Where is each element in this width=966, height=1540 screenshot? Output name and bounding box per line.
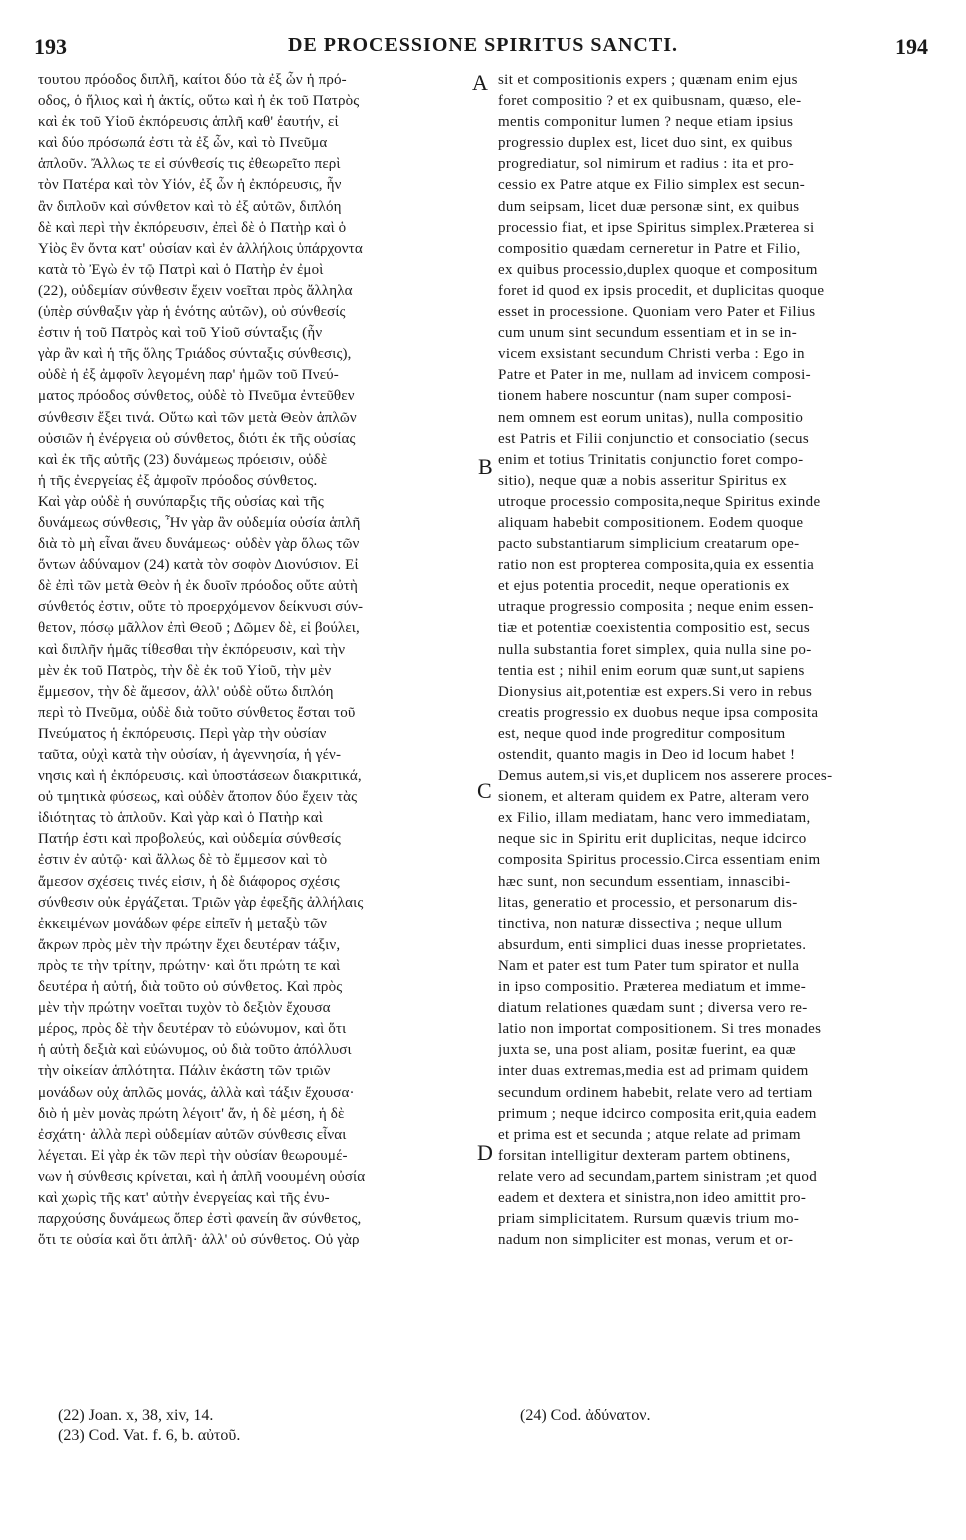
greek-text-line: παρχούσης δυνάμεως ὅπερ ἐστὶ φανείη ἂν σύνθετος, xyxy=(38,1211,362,1228)
greek-text-line: σύνθετός ἐστιν, οὔτε τὸ προερχόμενον δείκνυσι σύν- xyxy=(38,599,364,616)
footnote: (23) Cod. Vat. f. 6, b. αὐτοῦ. xyxy=(58,1427,241,1444)
latin-text-line: nadum non simpliciter est monas, verum et or- xyxy=(498,1232,794,1249)
latin-text-line: latio non importat compositionem. Si tres monades xyxy=(498,1021,822,1038)
greek-text-line: δευτέρα ἡ αὐτή, διὰ τοῦτο οὐ σύνθετος. Καὶ πρὸς xyxy=(38,979,343,996)
latin-text-line: foret compositio ? et ex quibusnam, quæso, ele- xyxy=(498,93,802,110)
latin-text-line: inter duas extremas,media est ad primam quidem xyxy=(498,1063,809,1080)
greek-text-line: δυνάμεως σύνθεσις, Ἦν γὰρ ἂν οὐδεμία οὐσία ἁπλῆ xyxy=(38,514,361,531)
latin-text-line: aliquam habebit compositionem. Eodem quoque xyxy=(498,514,804,531)
greek-text-line: καὶ διπλῆν ἡμᾶς τίθεσθαι τὴν ἐκπόρευσιν, καὶ τὴν xyxy=(38,641,346,658)
latin-text-line: progrediatur, sol nimirum et radius : ita et pro- xyxy=(498,156,795,173)
greek-text-column xyxy=(38,70,478,1251)
latin-text-line: est, neque quod inde progreditur compositum xyxy=(498,725,786,742)
footnote: (24) Cod. ἀδύνατον. xyxy=(520,1407,651,1424)
latin-text-line: composita Spiritus processio.Circa essentiam enim xyxy=(498,852,821,869)
greek-text-line: μονάδων οὐχ ἁπλῶς μονάς, ἀλλὰ καὶ τάξιν ἔχουσα· xyxy=(38,1084,355,1101)
page-number-right: 194 xyxy=(895,34,928,59)
greek-text-line: μὲν ἐκ τοῦ Πατρὸς, τὴν δὲ ἐκ τοῦ Υἱοῦ, τὴν μὲν xyxy=(38,662,332,679)
greek-text-line: διὸ ἡ μὲν μονὰς πρώτη λέγοιτ' ἄν, ἡ δὲ μέση, ἡ δὲ xyxy=(38,1105,345,1122)
greek-text-line: οὐ τμητικὰ φύσεως, καὶ οὐδὲν ἄτοπον δύο ἔχειν τὰς xyxy=(38,789,358,806)
latin-text-line: juxta se, una post aliam, positæ fuerint, ea quæ xyxy=(498,1042,796,1059)
latin-text-line: esset in processione. Quoniam vero Pater et Filius xyxy=(498,304,816,321)
latin-text-column xyxy=(498,70,930,1251)
greek-text-line: διὰ τὸ μὴ εἶναι ἄνευ δυνάμεως· οὐδὲν γὰρ ὅλως τῶν xyxy=(38,536,360,553)
greek-text-line: ἰδιότητας τὸ ἁπλοῦν. Καὶ γὰρ καὶ ὁ Πατὴρ καὶ xyxy=(38,810,323,827)
greek-text-line: καὶ ἐκ τῆς αὐτῆς (23) δυνάμεως πρόεισιν, οὐδὲ xyxy=(38,451,328,468)
latin-text-line: foret id quod ex ipsis procedit, et duplicitas quoque xyxy=(498,282,825,299)
greek-text-line: καὶ ἐκ τοῦ Υἱοῦ ἐκπόρευσις ἁπλῆ καθ' ἑαυτήν, εἰ xyxy=(38,114,339,131)
latin-text-line: ostendit, quanto magis in Deo id locum habet ! xyxy=(498,747,796,763)
greek-text-line: οὐδὲ ἡ ἐξ ἀμφοῖν λεγομένη παρ' ἡμῶν τοῦ Πνεύ- xyxy=(38,367,339,384)
greek-text-line: Πνεύματος ἡ ἐκπόρευσις. Περὶ γὰρ τὴν οὐσίαν xyxy=(38,725,327,742)
greek-text-line: ὄντων ἀδύναμον (24) κατὰ τὸν σοφὸν Διονύσιον. Εἰ xyxy=(38,557,359,574)
margin-letter-b: B xyxy=(478,454,493,479)
latin-text-line: dum seipsam, licet duæ personæ sint, ex quibus xyxy=(498,198,800,215)
page-header xyxy=(0,34,966,64)
latin-text-line: absurdum, enti simplici duas inesse proprietates. xyxy=(498,936,807,953)
latin-text-line: processio fiat, et ipse Spiritus simplex.Præterea si xyxy=(498,219,815,236)
latin-text-line: in ipso compositio. Præterea mediatum et imme- xyxy=(498,979,807,996)
latin-text-line: tentia est ; nihil enim eorum quæ sunt,ut sapiens xyxy=(498,662,805,679)
greek-text-line: σύνθεσιν οὐκ ἐργάζεται. Τριῶν γὰρ ἐφεξῆς ἀλλήλαις xyxy=(38,894,364,911)
latin-text-line: secundum ordinem habebit, relate vero ad tertiam xyxy=(498,1084,813,1101)
latin-text-line: ex Filio, illam mediatam, hanc vero immediatam, xyxy=(498,810,811,827)
greek-text-line: μὲν τὴν πρώτην νοεῖται τυχὸν τὸ δεξιὸν ἔχουσα xyxy=(38,1000,331,1017)
latin-text-line: vicem exsistant secundum Christi verba : Ego in xyxy=(498,346,805,363)
greek-text-line: ἡ τῆς ἐνεργείας ἐξ ἀμφοῖν πρόοδος σύνθετος. xyxy=(38,472,318,489)
greek-text-line: νων ἡ σύνθεσις κρίνεται, καὶ ἡ ἁπλῆ νοουμένη οὐσία xyxy=(38,1168,366,1185)
greek-text-line: Καὶ γὰρ οὐδὲ ἡ συνύπαρξις τῆς οὐσίας καὶ τῆς xyxy=(38,493,324,510)
greek-text-line: τὴν οἰκείαν ἁπλότητα. Πάλιν ἑκάστη τῶν τριῶν xyxy=(38,1063,331,1080)
latin-text-line: relate vero ad secundam,partem sinistram ;et quod xyxy=(498,1168,818,1185)
greek-text-line: ματος πρόοδος σύνθετος, οὐδὲ τὸ Πνεῦμα ἐντεῦθεν xyxy=(38,388,355,405)
greek-text-line: θετον, πόσῳ μᾶλλον ἐπὶ Θεοῦ ; Δῶμεν δὲ, εἰ βούλει, xyxy=(38,620,360,637)
latin-text-line: sitio), neque quæ a nobis asseritur Spiritus ex xyxy=(498,472,787,489)
greek-text-line: σύνθεσιν ἔξει τινά. Οὕτω καὶ τῶν μετὰ Θεὸν ἁπλῶν xyxy=(38,409,357,426)
footnotes-left xyxy=(58,1406,240,1446)
latin-text-line: primum ; neque idcirco composita erit,quia eadem xyxy=(498,1105,817,1122)
latin-text-line: nulla substantia foret simplex, quia nulla sine po- xyxy=(498,641,812,658)
greek-text-line: πρὸς τε τὴν τρίτην, πρώτην· καὶ ὅτι πρώτη τε καὶ xyxy=(38,957,341,974)
latin-text-line: priam simplicitatem. Rursum quævis trium mo- xyxy=(498,1211,800,1228)
greek-text-line: (ὑπὲρ σύνθαξιν γὰρ ἡ ἑνότης αὐτῶν), οὐ σύνθεσίς xyxy=(38,304,346,321)
greek-text-line: λέγεται. Εἰ γὰρ ἐκ τῶν περὶ τὴν οὐσίαν θεωρουμέ- xyxy=(38,1147,348,1164)
greek-text-line: Υἱὸς ἓν ὄντα κατ' οὐσίαν καὶ ἐν ἀλλήλοις ὑπάρχοντα xyxy=(38,240,363,257)
latin-text-line: Demus autem,si vis,et duplicem nos asserere proces- xyxy=(498,768,833,785)
latin-text-line: et ejus potentia procedit, neque operationis ex xyxy=(498,578,790,595)
latin-text-line: creatis progressio ex duobus neque ipsa composita xyxy=(498,704,819,721)
greek-text-line: καὶ δύο πρόσωπά ἐστι τὰ ἐξ ὧν, καὶ τὸ Πνεῦμα xyxy=(38,135,328,152)
latin-text-line: Dionysius ait,potentiæ est expers.Si vero in rebus xyxy=(498,683,813,700)
margin-letter-a: A xyxy=(472,70,488,95)
greek-text-line: περὶ τὸ Πνεῦμα, οὐδὲ διὰ τοῦτο σύνθετος ἔσται τοῦ xyxy=(38,704,356,721)
latin-text-line: Patre et Pater in me, nullam ad invicem composi- xyxy=(498,367,811,384)
latin-text-line: utroque processio composita,neque Spiritus exinde xyxy=(498,493,821,510)
latin-text-line: ratio non est propterea composita,quia ex essentia xyxy=(498,557,815,574)
footnote: (22) Joan. x, 38, xiv, 14. xyxy=(58,1407,214,1424)
latin-text-line: eadem et dextera et sinistra,non ideo amittit pro- xyxy=(498,1189,807,1206)
greek-text-line: δὲ ἐπὶ τῶν μετὰ Θεὸν ἡ ἐκ δυοῖν πρόοδος οὔτε αὐτὴ xyxy=(38,578,358,595)
latin-text-line: tiæ et potentiæ coexistentia compositio est, secus xyxy=(498,620,811,637)
latin-text-line: enim et totius Trinitatis conjunctio foret compo- xyxy=(498,451,804,468)
latin-text-line: tinctiva, non naturæ dissectiva ; neque ullum xyxy=(498,915,783,932)
greek-text-line: ὅτι τε οὐσία καὶ ὅτι ἁπλῆ· ἀλλ' οὐ σύνθετος. Οὐ γὰρ xyxy=(38,1232,360,1249)
latin-text-line: tionem habere noscuntur (nam super composi- xyxy=(498,388,792,405)
greek-text-line: τουτου πρόοδος διπλῆ, καίτοι δύο τὰ ἐξ ὧν ἡ πρό- xyxy=(38,72,347,88)
running-title: DE PROCESSIONE SPIRITUS SANCTI. xyxy=(288,34,678,56)
latin-text-line: progressio duplex est, licet duo sint, ex quibus xyxy=(498,135,793,152)
latin-text-line: ex quibus processio,duplex quoque et compositum xyxy=(498,261,818,278)
greek-text-line: τὸν Πατέρα καὶ τὸν Υἱόν, ἐξ ὧν ἡ ἐκπόρευσις, ἦν xyxy=(38,177,342,194)
margin-letter-d: D xyxy=(477,1140,493,1165)
latin-text-line: cessio ex Patre atque ex Filio simplex est secun- xyxy=(498,177,806,194)
greek-text-line: γὰρ ἂν καὶ ἡ τῆς ὅλης Τριάδος σύνταξις σύνθεσις), xyxy=(38,346,352,363)
latin-text-line: hæc sunt, non secundum essentiam, innascibi- xyxy=(498,873,791,890)
latin-text-line: sit et compositionis expers ; quænam enim ejus xyxy=(498,72,798,88)
latin-text-line: nem omnem est eorum unitas), nulla compositio xyxy=(498,409,804,426)
greek-text-line: ἐστιν ἐν αὐτῷ· καὶ ἄλλως δὲ τὸ ἔμμεσον καὶ τὸ xyxy=(38,852,328,869)
greek-text-line: ἄκρων πρὸς μὲν τὴν πρώτην ἔχει δευτέραν τάξιν, xyxy=(38,936,341,953)
latin-text-line: pacto substantiarum simplicium creatarum ope- xyxy=(498,536,800,553)
greek-text-line: ἡ αὐτὴ δεξιὰ καὶ εὐώνυμος, οὐ διὰ τοῦτο ἀπόλλυσι xyxy=(38,1042,352,1059)
latin-text-line: compositio quædam cerneretur in Patre et Filio, xyxy=(498,240,801,257)
latin-text-line: litas, generatio et processio, et personarum dis- xyxy=(498,894,798,911)
greek-text-line: ἂν διπλοῦν καὶ σύνθετον καὶ τὸ ἐξ αὐτῶν, διπλόη xyxy=(38,198,342,215)
greek-text-line: οὐσιῶν ἡ ἐνέργεια οὐ σύνθετος, διότι ἐκ τῆς οὐσίας xyxy=(38,430,356,447)
greek-text-line: καὶ χωρὶς τῆς κατ' αὐτὴν ἐνεργείας καὶ τῆς ἐνυ- xyxy=(38,1189,330,1206)
latin-text-line: utraque progressio composita ; neque enim essen- xyxy=(498,599,814,616)
greek-text-line: Πατήρ ἐστι καὶ προβολεύς, καὶ οὐδεμία σύνθεσίς xyxy=(38,831,341,848)
latin-text-line: cum unum sint secundum essentiam et in se in- xyxy=(498,325,798,342)
latin-text-line: est Patris et Filii conjunctio et consociatio (secus xyxy=(498,430,810,447)
latin-text-line: et prima est et secunda ; atque relate ad primam xyxy=(498,1126,801,1143)
footnotes-right xyxy=(520,1406,650,1426)
latin-text-line: mentis componitur lumen ? neque etiam ipsius xyxy=(498,114,794,131)
greek-text-line: μέρος, πρὸς δὲ τὴν δευτέραν τὸ εὐώνυμον, καὶ ὅτι xyxy=(38,1021,347,1038)
latin-text-line: sionem, et alteram quidem ex Patre, alteram vero xyxy=(498,789,810,806)
greek-text-line: ἔμμεσον, τὴν δὲ ἄμεσον, ἀλλ' οὐδὲ οὕτω διπλόη xyxy=(38,683,334,700)
latin-text-line: forsitan intelligitur dexteram partem obtinens, xyxy=(498,1147,791,1164)
greek-text-line: ἐστιν ἡ τοῦ Πατρὸς καὶ τοῦ Υἱοῦ σύνταξις (ἦν xyxy=(38,325,323,342)
greek-text-line: δὲ καὶ περὶ τὴν ἐκπόρευσιν, ἐπεὶ δὲ ὁ Πατὴρ καὶ ὁ xyxy=(38,219,347,236)
greek-text-line: νησις καὶ ἡ ἐκπόρευσις. καὶ ὑποστάσεων διακριτικά, xyxy=(38,768,362,785)
greek-text-line: οδος, ὁ ἥλιος καὶ ἡ ἀκτίς, οὕτω καὶ ἡ ἐκ τοῦ Πατρὸς xyxy=(38,93,360,110)
page-number-left: 193 xyxy=(34,34,67,59)
greek-text-line: ἄμεσον σχέσεις τινές εἰσιν, ἡ δὲ διάφορος σχέσις xyxy=(38,873,340,890)
greek-text-line: ἁπλοῦν. Ἄλλως τε εἰ σύνθεσίς τις ἐθεωρεῖτο περὶ xyxy=(38,156,341,173)
latin-text-line: Nam et pater est tum Pater tum spirator et nulla xyxy=(498,957,800,974)
greek-text-line: ταῦτα, οὐχὶ κατὰ τὴν οὐσίαν, ἡ ἀγεννησία, ἡ γέν- xyxy=(38,747,342,763)
greek-text-line: ἐσχάτη· ἀλλὰ περὶ οὐδεμίαν αὐτῶν σύνθεσις εἶναι xyxy=(38,1126,347,1143)
margin-letter-c: C xyxy=(477,778,492,803)
greek-text-line: (22), οὐδεμίαν σύνθεσιν ἔχειν νοεῖται πρὸς ἄλληλα xyxy=(38,282,353,299)
latin-text-line: neque sic in Spiritu erit duplicitas, neque idcirco xyxy=(498,831,807,848)
latin-text-line: diatum relationes quædam sunt ; diversa vero re- xyxy=(498,1000,808,1017)
greek-text-line: ἐκκειμένων μονάδων φέρε εἰπεῖν ἡ μεταξὺ τῶν xyxy=(38,915,328,932)
greek-text-line: κατὰ τὸ Ἐγὼ ἐν τῷ Πατρὶ καὶ ὁ Πατὴρ ἐν ἐμοὶ xyxy=(38,261,324,278)
